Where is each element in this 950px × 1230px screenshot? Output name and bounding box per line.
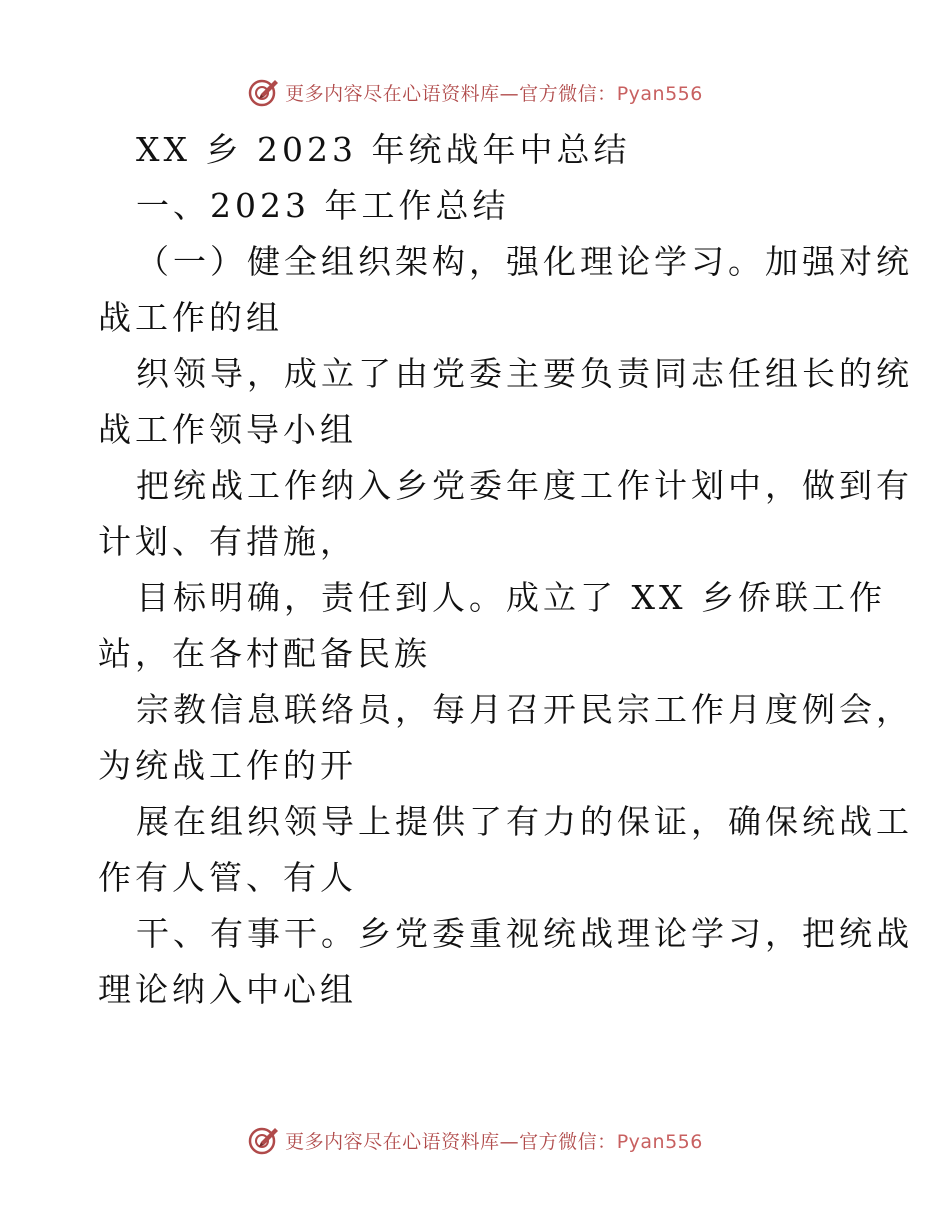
- document-line: 理论纳入中心组: [98, 970, 357, 1009]
- document-line: 宗教信息联络员，每月召开民宗工作月度例会，: [136, 690, 913, 729]
- footer-watermark: [0, 1120, 950, 1160]
- banner-site: 更多内容尽在心语资料库: [285, 1130, 500, 1153]
- document-line: 织领导，成立了由党委主要负责同志任组长的统: [136, 354, 913, 393]
- banner-separator: —: [499, 1130, 520, 1153]
- banner-wechat-id: Pyan556: [616, 1130, 703, 1153]
- document-line: 目标明确，责任到人。成立了 XX 乡侨联工作: [136, 578, 886, 617]
- document-line: 展在组织领导上提供了有力的保证，确保统战工: [136, 802, 913, 841]
- banner-text: [285, 79, 703, 106]
- banner-text: [285, 1127, 703, 1154]
- document-line: 把统战工作纳入乡党委年度工作计划中，做到有: [136, 466, 913, 505]
- document-line: 战工作领导小组: [98, 410, 357, 449]
- header-watermark: [0, 72, 950, 112]
- banner-site: 更多内容尽在心语资料库: [285, 82, 500, 105]
- pen-logo-icon: [247, 75, 281, 109]
- document-line: 作有人管、有人: [98, 858, 357, 897]
- banner-wechat-id: Pyan556: [616, 82, 703, 105]
- document-body: [98, 122, 913, 1018]
- banner-wechat-label: 官方微信：: [519, 82, 617, 105]
- document-line: 干、有事干。乡党委重视统战理论学习，把统战: [136, 914, 913, 953]
- document-line: 计划、有措施，: [98, 522, 357, 561]
- document-line: 为统战工作的开: [98, 746, 357, 785]
- document-line: （一）健全组织架构，强化理论学习。加强对统: [136, 242, 913, 281]
- pen-logo-icon: [247, 1123, 281, 1157]
- document-line: 一、2023 年工作总结: [136, 186, 510, 225]
- document-line: 站，在各村配备民族: [98, 634, 431, 673]
- banner-wechat-label: 官方微信：: [519, 1130, 617, 1153]
- document-line: XX 乡 2023 年统战年中总结: [136, 130, 631, 169]
- banner-separator: —: [499, 82, 520, 105]
- document-line: 战工作的组: [98, 298, 283, 337]
